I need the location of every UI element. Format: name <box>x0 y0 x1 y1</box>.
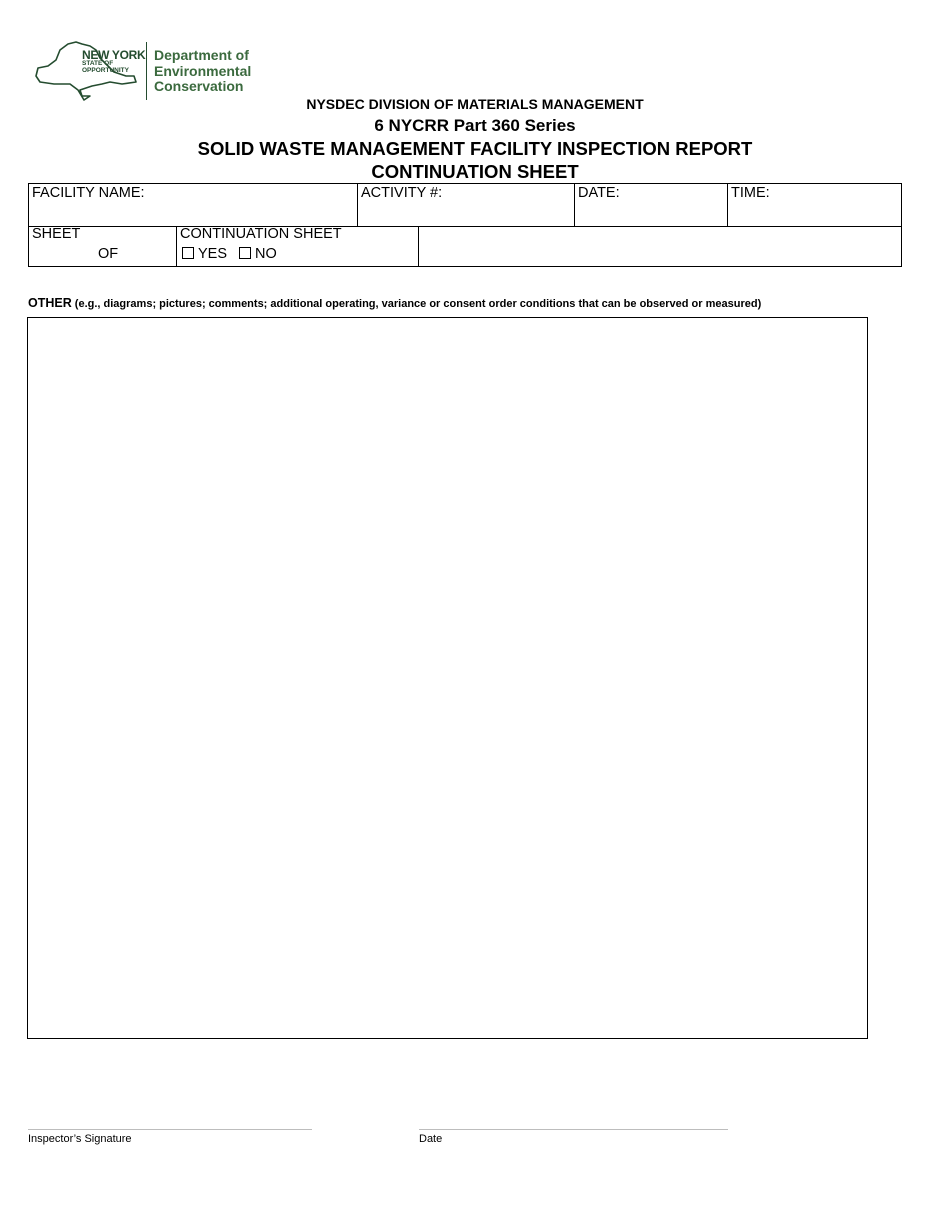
continuation-sheet-label: CONTINUATION SHEET <box>180 226 342 242</box>
activity-number-label: ACTIVITY #: <box>361 185 443 201</box>
logo-divider <box>146 42 147 100</box>
yes-checkbox[interactable] <box>182 247 194 259</box>
signature-date-label: Date <box>419 1133 443 1145</box>
facility-name-field[interactable] <box>29 185 357 226</box>
sheet-of-field[interactable] <box>95 246 135 266</box>
nys-dec-logo <box>30 40 270 102</box>
logo-dept-line2: Environmental <box>154 62 252 79</box>
logo-opportunity: OPPORTUNITY <box>82 66 129 74</box>
no-label: NO <box>255 246 277 262</box>
division-title: NYSDEC DIVISION OF MATERIALS MANAGEMENT <box>306 96 644 112</box>
other-description: (e.g., diagrams; pictures; comments; additional operating, variance or consent order conditions that can be observed or measured) <box>71 298 762 310</box>
continuation-sheet-question <box>177 226 418 246</box>
series-title: 6 NYCRR Part 360 Series <box>374 116 576 135</box>
logo-dept-line1: Department of <box>154 47 249 63</box>
other-lead: OTHER <box>28 296 72 310</box>
logo-new-york: NEW YORK <box>82 48 146 62</box>
activity-number-field[interactable] <box>358 185 574 226</box>
date-field[interactable] <box>575 185 727 226</box>
blank-field[interactable] <box>419 226 901 266</box>
sheet-of-label: OF <box>98 246 119 262</box>
logo-department-text <box>154 48 251 95</box>
sheet-title: CONTINUATION SHEET <box>371 161 579 182</box>
date-label: DATE: <box>578 185 620 201</box>
report-title: SOLID WASTE MANAGEMENT FACILITY INSPECTION REPORT <box>197 138 753 159</box>
time-field[interactable] <box>728 185 901 226</box>
logo-state-of: STATE OF <box>82 60 114 67</box>
no-checkbox[interactable] <box>239 247 251 259</box>
sheet-label: SHEET <box>32 226 81 242</box>
inspector-signature-line[interactable] <box>28 1129 312 1130</box>
inspection-info-table <box>28 183 902 267</box>
signature-date-line[interactable] <box>419 1129 728 1130</box>
continuation-options <box>177 246 418 266</box>
logo-dept-line3: Conservation <box>154 78 244 94</box>
facility-name-label: FACILITY NAME: <box>32 185 145 201</box>
other-comments-area[interactable] <box>27 317 868 1039</box>
time-label: TIME: <box>731 185 770 201</box>
logo-state-text <box>82 49 145 75</box>
inspector-signature-label: Inspector’s Signature <box>28 1133 132 1145</box>
yes-label: YES <box>198 246 228 262</box>
other-section-label <box>28 296 761 310</box>
